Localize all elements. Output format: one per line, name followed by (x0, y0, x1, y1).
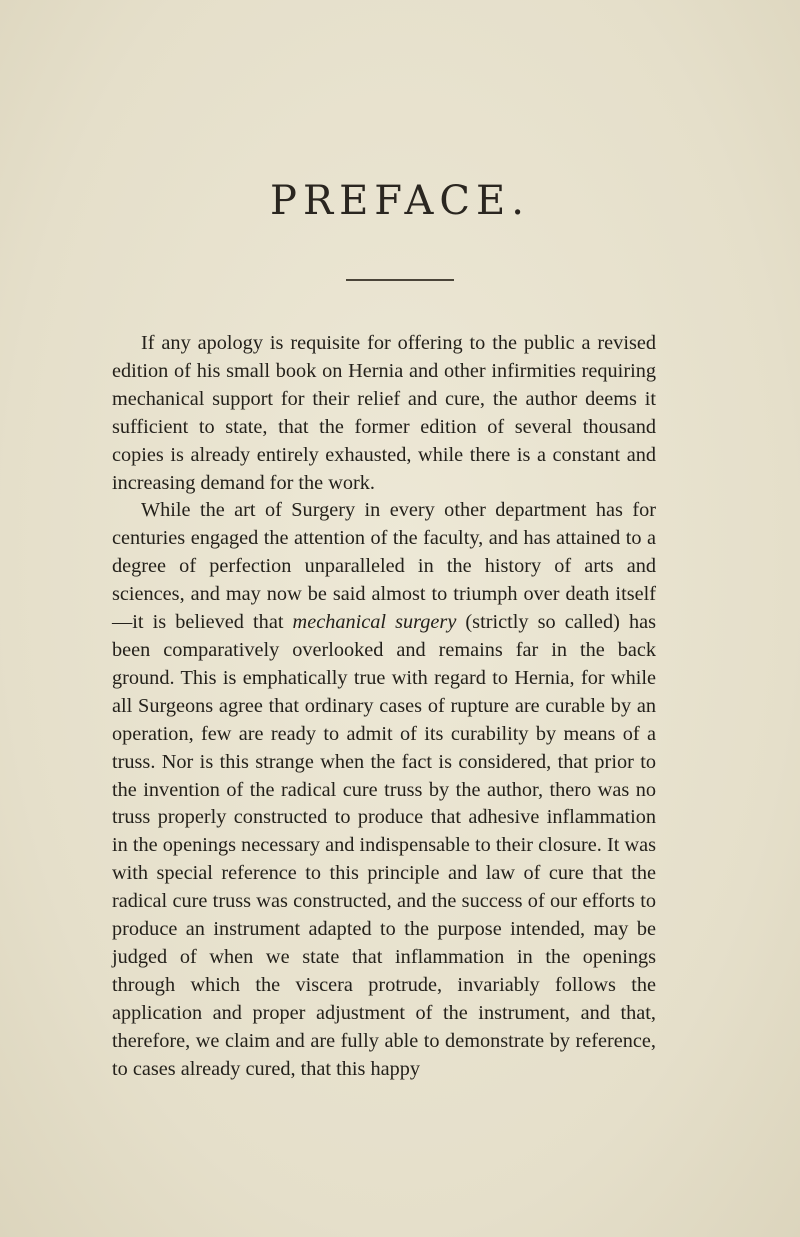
title-divider (346, 279, 454, 281)
paragraph-1: If any apology is requisite for offering to the public a revised edition of his small book on Hernia and other infirmities requiring mechanical support for their relief and cure, the author deems it sufficient to state, that the former edition of several thousand copies is already entirely exhausted, while there is a constant and increasing demand for the work. (112, 332, 656, 494)
paragraph-2-start: While the art of Surgery in every other department has for centuries engaged the attention of the faculty, and has attained to a degree of perfection unparalleled in the history of arts and sciences, and may now be said almost to triumph over death itself—it is believed that (112, 499, 656, 634)
emphasis-mechanical-surgery: mechanical surgery (292, 611, 457, 634)
paragraph-2-rest: (strictly so called) has been comparatively overlooked and remains far in the back ground. This is emphatically true with regard to Hernia, for while all Surgeons agree that ordinary cases of rupture are curable by an operation, few are ready to admit of its curability by means of a truss. Nor is this strange when the fact is considered, that prior to the invention of the radical cure truss by the author, thero was no truss properly constructed to produce that adhesive inflammation in the openings necessary and indispensable to their closure. It was with special reference to this principle and law of cure that the radical cure truss was constructed, and the success of our efforts to produce an instrument adapted to the purpose intended, may be judged of when we state that inflammation in the openings through which the viscera protrude, invariably follows the application and proper adjustment of the instrument, and that, therefore, we claim and are fully able to demonstrate by reference, to cases already cured, that this happy (112, 611, 657, 1080)
page-title: PREFACE. (270, 178, 530, 224)
paragraph-2 (112, 497, 656, 1083)
preface-body (112, 330, 656, 1083)
